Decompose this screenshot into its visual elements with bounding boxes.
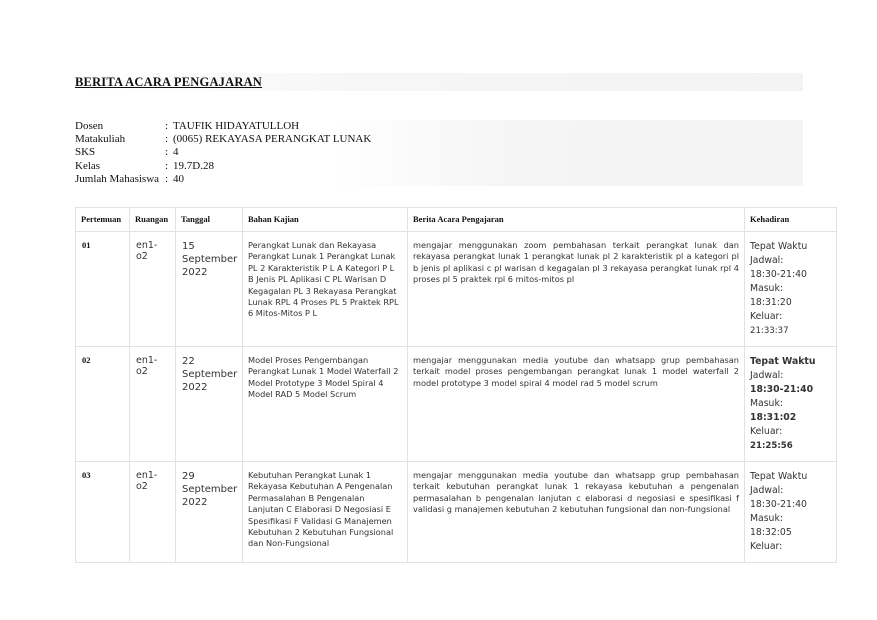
schedule-time: 18:30-21:40 xyxy=(750,499,807,510)
info-separator: : xyxy=(165,120,169,132)
table-row xyxy=(76,347,837,462)
schedule-time: 18:30-21:40 xyxy=(750,384,814,395)
check-out-label: Keluar: xyxy=(750,311,783,322)
attendance xyxy=(745,232,837,347)
info-label: Dosen xyxy=(75,120,104,132)
header-room: Ruangan xyxy=(130,208,176,232)
info-row-class xyxy=(75,160,803,173)
document-title: BERITA ACARA PENGAJARAN xyxy=(75,75,263,89)
check-in-time: 18:31:02 xyxy=(750,412,797,423)
topic: Model Proses Pengembangan Perangkat Lunak 1 Model Waterfall 2 Model Prototype 3 Model Spiral 4 Model RAD 5 Model Scrum xyxy=(243,347,408,462)
date: 15 September 2022 xyxy=(176,232,243,347)
info-value: 40 xyxy=(173,172,184,185)
report: mengajar menggunakan zoom pembahasan terkait perangkat lunak dan rekayasa perangkat lunak 1 perangkat lunak pl 2 karakteristik pl a kategori pl b jenis pl aplikasi c pl warisan d kegagalan pl 3 rekayasa perangkat lunak rpl 4 proses pl 5 praktek rpl 6 mitos-mitos pl xyxy=(408,232,745,347)
info-value: TAUFIK HIDAYATULLOH xyxy=(173,120,300,132)
attendance-status: Tepat Waktu xyxy=(750,356,816,367)
teaching-report-table xyxy=(75,207,837,563)
report: mengajar menggunakan media youtube dan whatsapp grup pembahasan terkait kebutuhan perangkat lunak 1 rekayasa kebutuhan a pengenalan permasalahan b pengenalan lanjutan c elaborasi d negosiasi e spesifikasi f validasi g manajemen kebutuhan 2 kebutuhan fungsional dan non-fungsional xyxy=(408,462,745,563)
check-out-time: 21:25:56 xyxy=(750,441,793,451)
info-row-lecturer xyxy=(75,120,803,133)
schedule-label: Jadwal: xyxy=(750,370,784,381)
attendance-status: Tepat Waktu xyxy=(750,241,808,252)
header-topic: Bahan Kajian xyxy=(243,208,408,232)
check-in-label: Masuk: xyxy=(750,283,783,294)
schedule-label: Jadwal: xyxy=(750,255,784,266)
check-in-time: 18:32:05 xyxy=(750,527,792,538)
check-in-label: Masuk: xyxy=(750,513,783,524)
info-separator: : xyxy=(165,172,169,185)
attendance xyxy=(745,347,837,462)
info-value: 19.7D.28 xyxy=(173,159,214,172)
meeting-number: 02 xyxy=(76,347,130,462)
info-separator: : xyxy=(165,133,169,146)
info-label: Matakuliah xyxy=(75,133,126,146)
schedule-label: Jadwal: xyxy=(750,485,784,496)
table-row xyxy=(76,462,837,563)
topic: Kebutuhan Perangkat Lunak 1 Rekayasa Kebutuhan A Pengenalan Permasalahan B Pengenalan Lanjutan C Elaborasi D Negosiasi E Spesifikasi F Validasi G Manajemen Kebutuhan 2 Kebutuhan Fungsional dan Non-Fungsional xyxy=(243,462,408,563)
info-row-students xyxy=(75,173,803,186)
header-attendance: Kehadiran xyxy=(745,208,837,232)
info-value: 4 xyxy=(173,146,179,159)
check-in-time: 18:31:20 xyxy=(750,297,792,308)
room: en1-o2 xyxy=(130,462,176,563)
room: en1-o2 xyxy=(130,347,176,462)
check-out-time: 21:33:37 xyxy=(750,326,789,336)
info-row-credits xyxy=(75,146,803,159)
info-separator: : xyxy=(165,159,169,172)
course-info xyxy=(75,120,803,186)
report: mengajar menggunakan media youtube dan whatsapp grup pembahasan terkait model proses pengembangan perangkat lunak 1 model waterfall 2 model prototype 3 model spiral 4 model rad 5 model scrum xyxy=(408,347,745,462)
topic: Perangkat Lunak dan Rekayasa Perangkat Lunak 1 Perangkat Lunak PL 2 Karakteristik P L A Kategori P L B Jenis PL Aplikasi C PL Warisan D Kegagalan PL 3 Rekayasa Perangkat Lunak RPL 4 Proses PL 5 Praktek RPL 6 Mitos-Mitos P L xyxy=(243,232,408,347)
info-label: Kelas xyxy=(75,159,101,172)
header-report: Berita Acara Pengajaran xyxy=(408,208,745,232)
info-value: (0065) REKAYASA PERANGKAT LUNAK xyxy=(173,133,372,146)
schedule-time: 18:30-21:40 xyxy=(750,269,807,280)
info-separator: : xyxy=(165,146,169,159)
date: 29 September 2022 xyxy=(176,462,243,563)
header-date: Tanggal xyxy=(176,208,243,232)
attendance xyxy=(745,462,837,563)
check-out-label: Keluar: xyxy=(750,426,783,437)
attendance-status: Tepat Waktu xyxy=(750,471,808,482)
info-label: SKS xyxy=(75,146,96,159)
meeting-number: 03 xyxy=(76,462,130,563)
room: en1-o2 xyxy=(130,232,176,347)
document-title-bar xyxy=(75,73,803,91)
table-row xyxy=(76,232,837,347)
check-out-label: Keluar: xyxy=(750,541,783,552)
info-row-course xyxy=(75,133,803,146)
date: 22 September 2022 xyxy=(176,347,243,462)
check-in-label: Masuk: xyxy=(750,398,783,409)
header-meeting: Pertemuan xyxy=(76,208,130,232)
info-label: Jumlah Mahasiswa xyxy=(75,172,160,185)
table-header-row xyxy=(76,208,837,232)
meeting-number: 01 xyxy=(76,232,130,347)
